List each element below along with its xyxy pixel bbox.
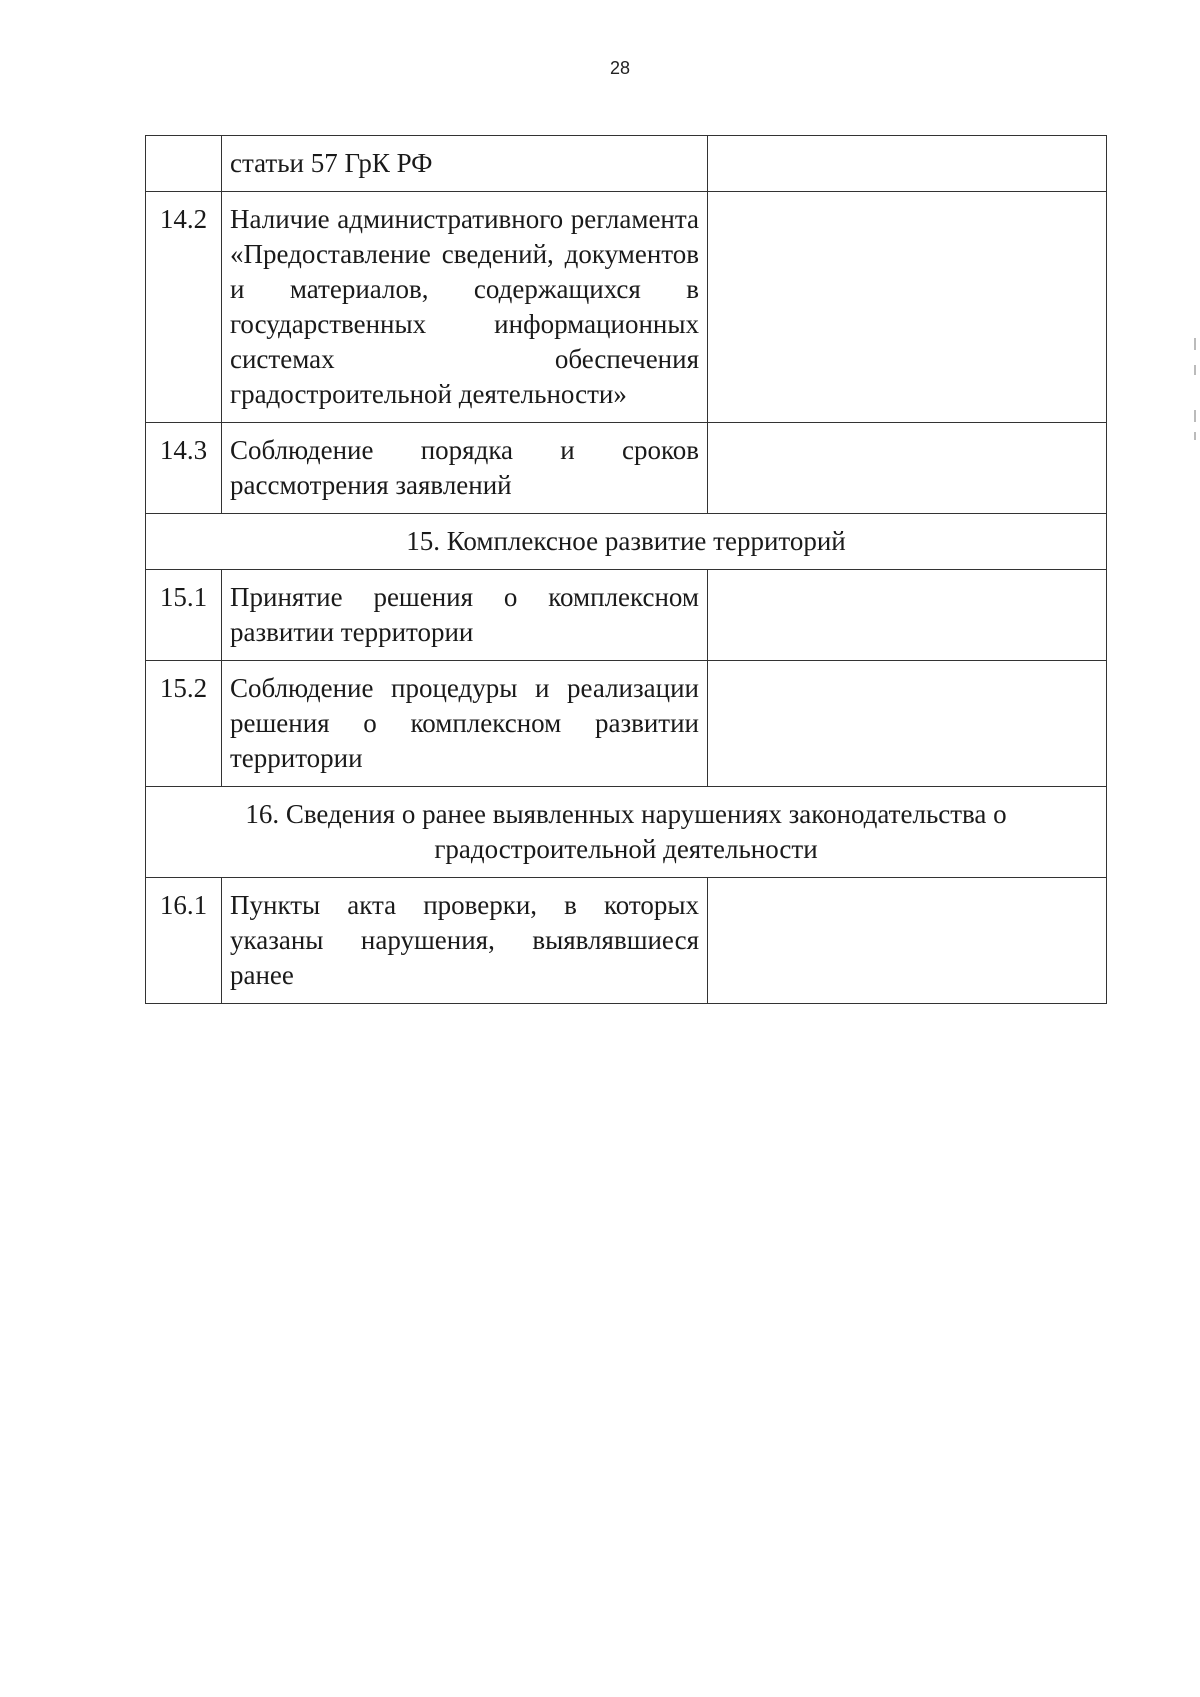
section-row (146, 787, 1107, 878)
row-number: 16.1 (146, 878, 222, 1004)
scan-artifact-mark (1194, 365, 1196, 375)
row-requirement: Соблюдение порядка и сроков рассмотрения заявлений (222, 423, 708, 514)
section-heading: 16. Сведения о ранее выявленных нарушениях законодательства о градостроительной деятельности (146, 787, 1107, 878)
table-row (146, 423, 1107, 514)
checklist-table (145, 135, 1107, 1004)
row-number: 14.3 (146, 423, 222, 514)
table-row (146, 192, 1107, 423)
row-requirement: Пункты акта проверки, в которых указаны нарушения, выявлявшиеся ранее (222, 878, 708, 1004)
table-row (146, 570, 1107, 661)
row-requirement: Соблюдение процедуры и реализации решения о комплексном развитии территории (222, 661, 708, 787)
row-value-cell (708, 423, 1107, 514)
scan-artifact-mark (1194, 338, 1196, 350)
row-value-cell (708, 192, 1107, 423)
row-value-cell (708, 136, 1107, 192)
section-row (146, 514, 1107, 570)
page-number: 28 (609, 58, 631, 78)
scan-artifact-mark (1194, 432, 1196, 440)
row-number: 15.2 (146, 661, 222, 787)
table-row (146, 878, 1107, 1004)
row-value-cell (708, 878, 1107, 1004)
row-number (146, 136, 222, 192)
scan-artifact-mark (1194, 410, 1196, 422)
section-heading: 15. Комплексное развитие территорий (146, 514, 1107, 570)
row-requirement: Наличие административного регламента «Предоставление сведений, документов и материалов, содержащихся в государственных информационных системах обеспечения градостроительной деятельности» (222, 192, 708, 423)
row-value-cell (708, 570, 1107, 661)
row-value-cell (708, 661, 1107, 787)
row-number: 14.2 (146, 192, 222, 423)
row-requirement: Принятие решения о комплексном развитии территории (222, 570, 708, 661)
row-requirement: статьи 57 ГрК РФ (222, 136, 708, 192)
table-row (146, 136, 1107, 192)
table-row (146, 661, 1107, 787)
row-number: 15.1 (146, 570, 222, 661)
